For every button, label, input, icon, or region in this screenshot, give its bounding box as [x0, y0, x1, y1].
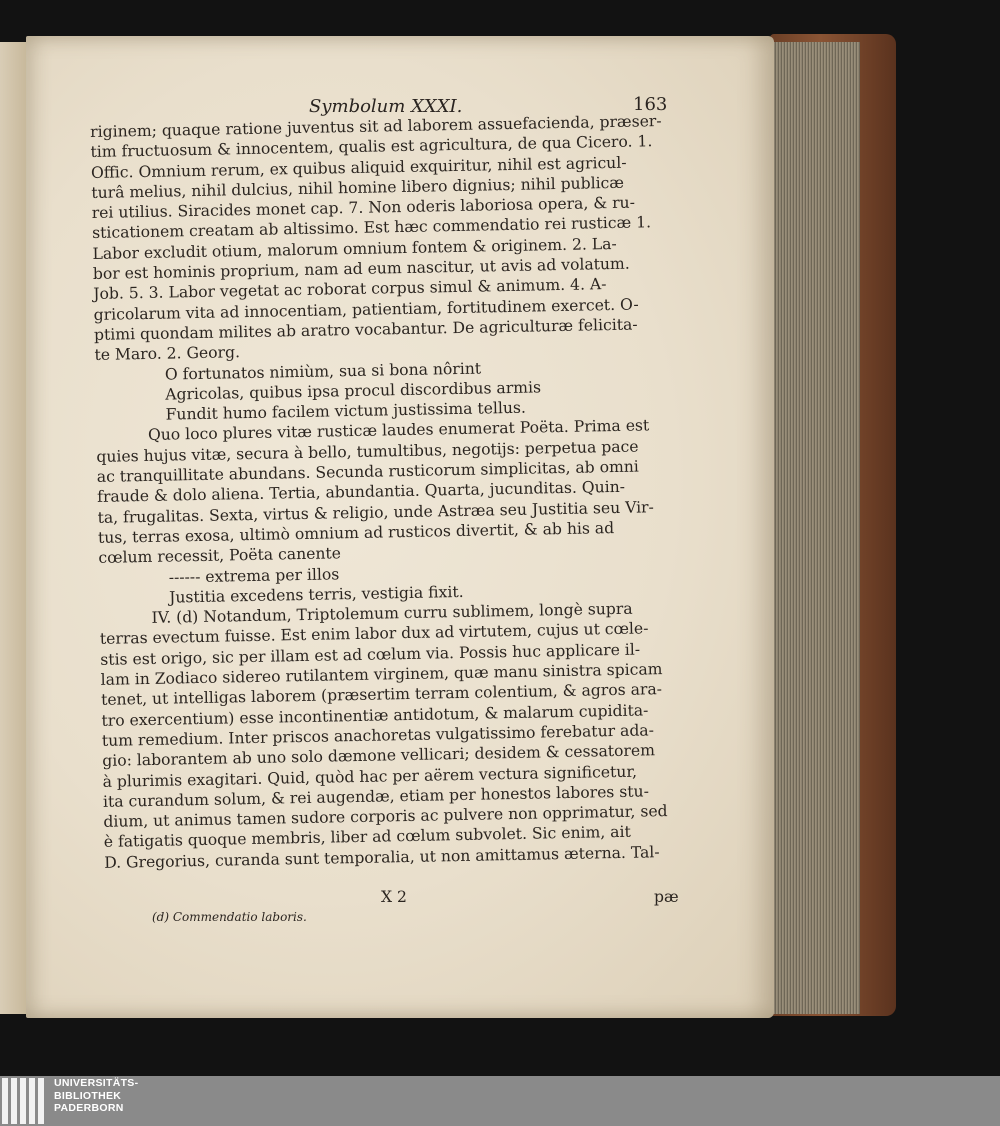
text-line: Offic. Omnium rerum, ex quibus aliquid exquiritur, nihil est agricul- — [90, 153, 627, 182]
text-line: rei utilius. Siracides monet cap. 7. Non oderis laboriosa opera, & ru- — [91, 193, 636, 223]
text-line: riginem; quaque ratione juventus sit ad laborem assuefacienda, præser- — [90, 112, 662, 141]
text-line: ptimi quondam milites ab aratro vocabantur. De agriculturæ felicita- — [93, 315, 638, 344]
text-line: tim fructuosum & innocentem, qualis est agricultura, de qua Cicero. 1. — [90, 132, 653, 162]
text-line: quies hujus vitæ, secura à bello, tumultibus, negotijs: perpetua pace — [96, 437, 639, 466]
page-edges — [762, 42, 860, 1014]
text-line: à plurimis exagitari. Quid, quòd hac per aërem vectura significetur, — [102, 762, 638, 791]
left-page-edge — [0, 42, 28, 1014]
page-number: 163 — [633, 94, 668, 115]
text-line: lam in Zodiaco sidereo rutilantem virginem, quæ manu sinistra spicam — [100, 660, 663, 689]
text-line: ac tranquillitate abundans. Secunda rusticorum simplicitas, ab omni — [96, 457, 639, 486]
text-line: terras evectum fuisse. Est enim labor dux ad virtutem, cujus ut cœle- — [99, 619, 649, 649]
logo-line: BIBLIOTHEK — [54, 1089, 122, 1102]
footnote: (d) Commendatio laboris. — [152, 910, 307, 924]
catch-row — [26, 888, 774, 910]
text-line: ita curandum solum, & rei augendæ, etiam per honestos labores stu- — [102, 782, 650, 811]
text-line: gricolarum vita ad innocentiam, patientiam, fortitudinem exercet. O- — [93, 295, 639, 324]
library-logo-icon — [2, 1078, 48, 1124]
text-line: Job. 5. 3. Labor vegetat ac roborat corpus simul & animum. 4. A- — [93, 275, 607, 304]
text-line: turâ melius, nihil dulcius, nihil homine libero dignius; nihil publicæ — [91, 173, 625, 202]
book-page — [26, 36, 774, 1018]
text-line: ------ extrema per illos — [168, 564, 340, 587]
text-line: sticationem creatam ab altissimo. Est hæc commendatio rei rusticæ 1. — [91, 213, 652, 243]
text-line: Justitia excedens terris, vestigia fixit. — [168, 582, 464, 607]
text-line: Fundit humo facilem victum justissima tellus. — [165, 398, 527, 424]
text-line: O fortunatos nimiùm, sua si bona nôrint — [164, 359, 482, 384]
text-line: fraude & dolo aliena. Tertia, abundantia. Quarta, jucunditas. Quin- — [97, 478, 626, 507]
footer-bar — [0, 1076, 1000, 1126]
text-line: cœlum recessit, Poëta canente — [98, 544, 342, 568]
logo-line: UNIVERSITÄTS- — [54, 1077, 139, 1089]
catchword: pæ — [654, 888, 679, 906]
library-logo-text — [54, 1077, 138, 1115]
text-line: è fatigatis quoque membris, liber ad cœlum subvolet. Sic enim, ait — [103, 823, 631, 852]
text-line: tum remedium. Inter priscos anachoretas vulgatissimo ferebatur ada- — [101, 721, 655, 750]
text-line: tro exercentium) esse incontinentiæ antidotum, & malarum cupidita- — [101, 701, 649, 730]
text-line: ta, frugalitas. Sexta, virtus & religio, unde Astræa seu Justitia seu Vir- — [97, 497, 654, 527]
text-line: Quo loco plures vitæ rusticæ laudes enumerat Poëta. Prima est — [147, 416, 650, 445]
text-line: gio: laborantem ab uno solo dæmone vellicari; desidem & cessatorem — [102, 741, 656, 771]
logo-line: PADERBORN — [54, 1102, 124, 1114]
text-line: te Maro. 2. Georg. — [94, 343, 241, 365]
text-line: IV. (d) Notandum, Triptolemum curru sublimem, longè supra — [151, 599, 633, 628]
signature-mark: X 2 — [381, 888, 407, 906]
running-head-title: Symbolum XXXI. — [309, 96, 463, 117]
text-line: dium, ut animus tamen sudore corporis ac pulvere non opprimatur, sed — [103, 802, 668, 831]
text-line: stis est origo, sic per illam est ad cœlum via. Possis huc applicare il- — [100, 640, 641, 669]
text-line: tus, terras exosa, ultimò omnium ad rusticos divertit, & ab his ad — [97, 518, 615, 547]
text-line: Agricolas, quibus ipsa procul discordibus armis — [165, 378, 542, 404]
text-line: Labor excludit otium, malorum omnium fontem & originem. 2. La- — [92, 234, 617, 263]
body-text — [90, 111, 694, 873]
text-line: D. Gregorius, curanda sunt temporalia, ut non amittamus æterna. Tal- — [104, 842, 660, 872]
text-line: bor est hominis proprium, nam ad eum nascitur, ut avis ad volatum. — [92, 254, 630, 284]
text-line: tenet, ut intelligas laborem (præsertim terram colentium, & agros ara- — [100, 680, 663, 710]
